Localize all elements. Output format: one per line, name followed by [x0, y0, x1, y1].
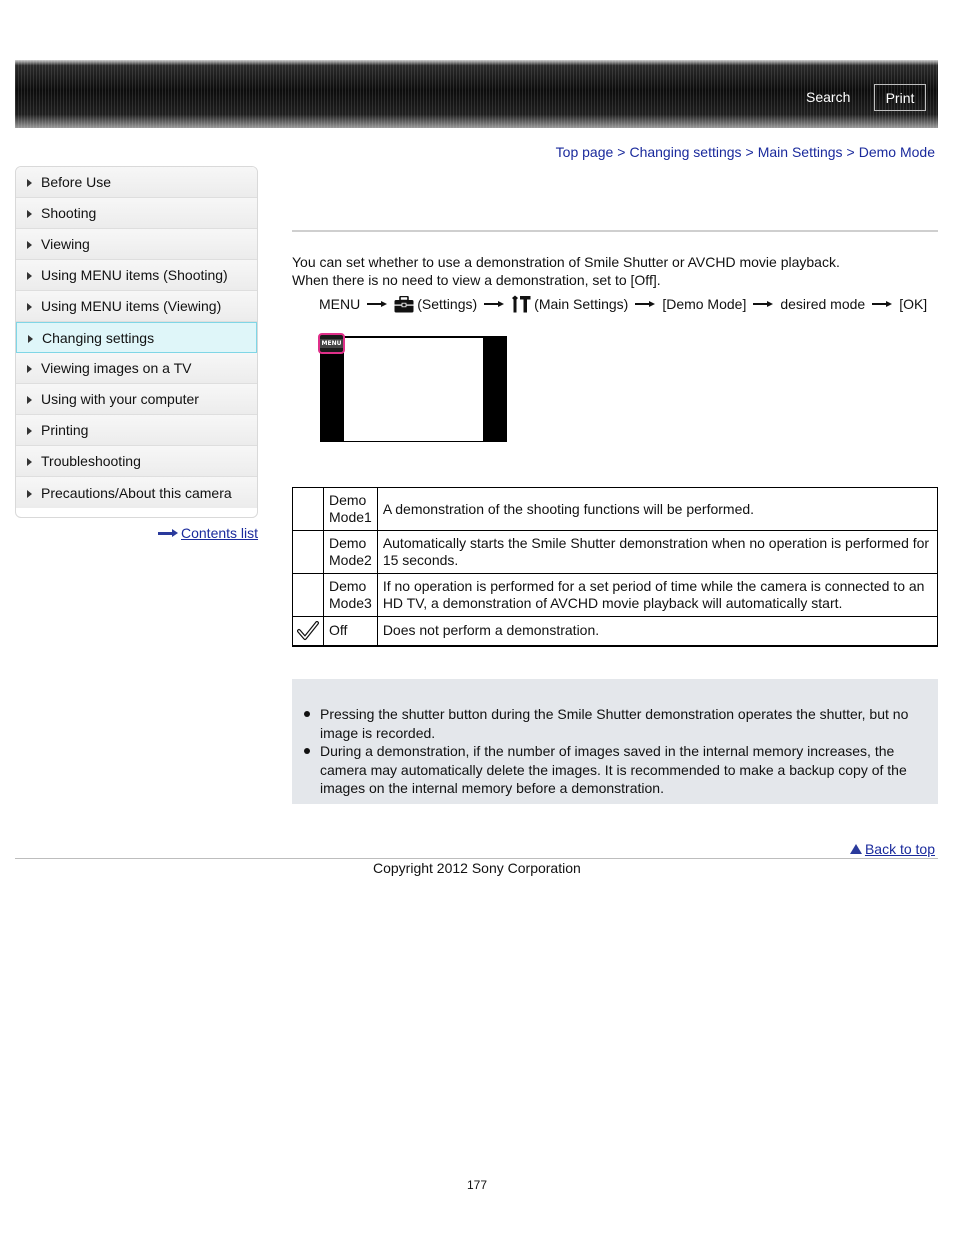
- notes-list: [300, 705, 920, 798]
- demo-mode-table: [292, 487, 938, 647]
- triangle-right-icon: [27, 210, 32, 218]
- breadcrumb-separator: >: [617, 144, 626, 160]
- default-marker-cell: [293, 531, 324, 574]
- page-number: 177: [466, 1178, 488, 1192]
- sidebar-item-printing[interactable]: [16, 415, 257, 446]
- breadcrumb: [556, 144, 935, 160]
- triangle-right-icon: [27, 303, 32, 311]
- sidebar-item-before-use[interactable]: [16, 167, 257, 198]
- footer-divider: [15, 858, 938, 859]
- sidebar-item-label: Using MENU items (Viewing): [41, 298, 222, 314]
- triangle-up-icon: [850, 844, 862, 854]
- triangle-right-icon: [27, 179, 32, 187]
- triangle-right-icon: [27, 272, 32, 280]
- triangle-right-icon: [27, 427, 32, 435]
- sidebar-item-menu-viewing[interactable]: [16, 291, 257, 322]
- sidebar-item-label: Troubleshooting: [41, 453, 141, 469]
- menu-badge-label: MENU: [321, 340, 342, 347]
- arrow-right-icon: [367, 300, 387, 308]
- sidebar-item-shooting[interactable]: [16, 198, 257, 229]
- page-header: [15, 60, 938, 128]
- triangle-right-icon: [27, 241, 32, 249]
- sidebar-item-label: Changing settings: [42, 329, 155, 346]
- menu-path-main-settings: (Main Settings): [534, 296, 629, 312]
- title-divider: [292, 230, 938, 232]
- breadcrumb-main-settings[interactable]: Main Settings: [757, 144, 843, 160]
- arrow-right-icon: [872, 300, 892, 308]
- sidebar-nav: [15, 166, 258, 518]
- sidebar-item-computer[interactable]: [16, 384, 257, 415]
- breadcrumb-separator: >: [745, 144, 754, 160]
- sidebar-item-label: Printing: [41, 422, 89, 438]
- bullet-icon: [304, 711, 310, 717]
- arrow-right-icon: [484, 300, 504, 308]
- list-item: [300, 705, 920, 742]
- mode-name: Demo Mode1: [324, 488, 378, 531]
- sidebar-item-viewing-tv[interactable]: [16, 353, 257, 384]
- table-row: [293, 617, 938, 646]
- wrench-icon: [511, 295, 531, 313]
- copyright-text: Copyright 2012 Sony Corporation: [373, 860, 581, 876]
- default-marker-cell: [293, 574, 324, 617]
- menu-path-ok: [OK]: [899, 296, 928, 312]
- triangle-right-icon: [27, 365, 32, 373]
- sidebar-item-label: Viewing images on a TV: [41, 360, 192, 376]
- sidebar-item-label: Using with your computer: [41, 391, 199, 407]
- triangle-right-icon: [28, 335, 33, 343]
- menu-path-menu: MENU: [319, 296, 361, 312]
- sidebar-item-label: Shooting: [41, 205, 97, 221]
- arrow-right-icon: [158, 529, 178, 537]
- mode-name: Demo Mode3: [324, 574, 378, 617]
- table-row: [293, 531, 938, 574]
- checkmark-icon: [297, 621, 319, 641]
- sidebar-item-troubleshooting[interactable]: [16, 446, 257, 477]
- bullet-icon: [304, 748, 310, 754]
- menu-button-highlight: [318, 333, 345, 354]
- contents-list-label: Contents list: [181, 525, 259, 541]
- arrow-right-icon: [753, 300, 773, 308]
- mode-name: Off: [324, 617, 378, 646]
- breadcrumb-demo-mode[interactable]: Demo Mode: [858, 144, 935, 160]
- intro-text: [292, 253, 932, 289]
- sidebar-item-viewing[interactable]: [16, 229, 257, 260]
- mode-name: Demo Mode2: [324, 531, 378, 574]
- back-to-top-label: Back to top: [864, 841, 935, 857]
- camera-display: [344, 338, 483, 441]
- search-link[interactable]: Search: [806, 89, 851, 105]
- mode-description: A demonstration of the shooting functions will be performed.: [377, 488, 937, 531]
- triangle-right-icon: [27, 396, 32, 404]
- sidebar-item-changing-settings[interactable]: [16, 322, 257, 353]
- sidebar-item-label: Before Use: [41, 174, 112, 190]
- sidebar-item-label: Precautions/About this camera: [41, 484, 232, 501]
- mode-description: If no operation is performed for a set period of time while the camera is connected to an HD TV, a demonstration of AVCHD movie playback will automatically start.: [377, 574, 937, 617]
- print-button[interactable]: Print: [874, 84, 926, 111]
- breadcrumb-top-page[interactable]: Top page: [555, 144, 614, 160]
- toolbox-icon: [394, 296, 414, 313]
- menu-path-demo-mode: [Demo Mode]: [662, 296, 747, 312]
- back-to-top-link[interactable]: [850, 841, 935, 857]
- list-item: [300, 742, 920, 798]
- breadcrumb-separator: >: [846, 144, 855, 160]
- intro-line: You can set whether to use a demonstration of Smile Shutter or AVCHD movie playback.: [292, 254, 840, 270]
- table-row: [293, 574, 938, 617]
- sidebar-item-label: Viewing: [41, 236, 90, 252]
- breadcrumb-changing-settings[interactable]: Changing settings: [629, 144, 742, 160]
- mode-description: Automatically starts the Smile Shutter demonstration when no operation is performed for 15 seconds.: [377, 531, 937, 574]
- menu-path-desired-mode: desired mode: [780, 296, 866, 312]
- triangle-right-icon: [27, 490, 32, 498]
- notes-box: [292, 679, 938, 804]
- note-text: Pressing the shutter button during the Smile Shutter demonstration operates the shutter, but no image is recorded.: [320, 706, 909, 741]
- menu-path: [319, 295, 927, 313]
- default-marker-cell: [293, 488, 324, 531]
- camera-screen-illustration: [320, 336, 507, 442]
- default-marker-cell: [293, 617, 324, 646]
- sidebar-item-precautions[interactable]: [16, 477, 257, 508]
- arrow-right-icon: [635, 300, 655, 308]
- triangle-right-icon: [27, 458, 32, 466]
- note-text: During a demonstration, if the number of images saved in the internal memory increases, the camera may automatically delete the images. It is recommended to make a backup copy of the images on the internal memory before a demonstration.: [320, 743, 907, 796]
- contents-list-link[interactable]: [158, 525, 258, 541]
- table-row: [293, 488, 938, 531]
- intro-line: When there is no need to view a demonstration, set to [Off].: [292, 272, 661, 288]
- sidebar-item-menu-shooting[interactable]: [16, 260, 257, 291]
- sidebar-item-label: Using MENU items (Shooting): [41, 267, 228, 283]
- mode-description: Does not perform a demonstration.: [377, 617, 937, 646]
- menu-path-settings: (Settings): [417, 296, 478, 312]
